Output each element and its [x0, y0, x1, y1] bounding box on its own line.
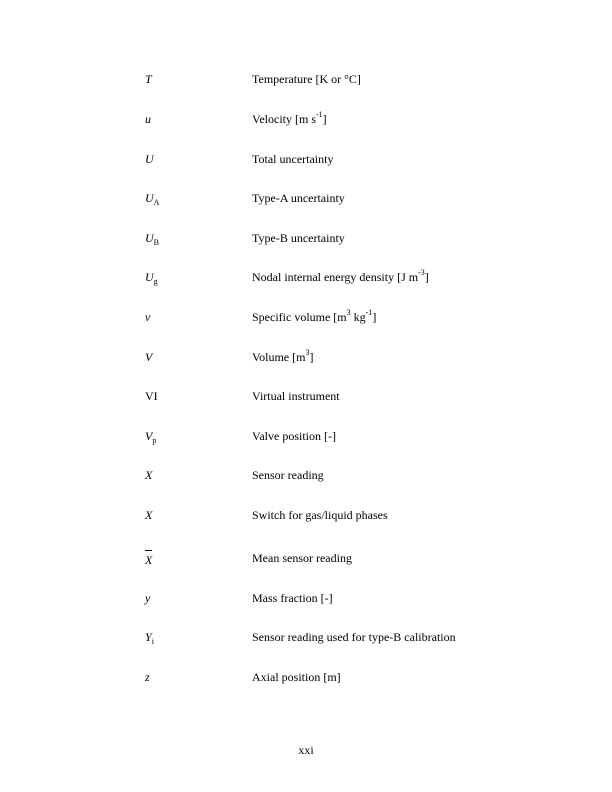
description: Velocity [m $s^{-1}$]	[252, 110, 327, 126]
description: Axial position [m]	[252, 670, 341, 684]
symbol: V	[145, 350, 153, 364]
description: Specific volume [$m^3$ $kg^{-1}$]	[252, 308, 377, 324]
nomenclature-row	[0, 111, 612, 131]
nomenclature-row	[0, 669, 612, 689]
nomenclature-row	[0, 467, 612, 487]
nomenclature-row	[0, 230, 612, 250]
description: Valve position [-]	[252, 429, 336, 443]
description: Temperature [K or °C]	[252, 72, 361, 86]
nomenclature-row	[0, 428, 612, 448]
symbol: X	[145, 508, 153, 522]
symbol: X	[145, 550, 152, 568]
nomenclature-row	[0, 590, 612, 610]
nomenclature-row	[0, 151, 612, 171]
symbol: $U_g$	[145, 270, 158, 286]
description: Volume $[m^3]$	[252, 348, 314, 364]
symbol: $Y_i$	[145, 630, 154, 646]
symbol: u	[145, 112, 151, 126]
symbol: X	[145, 468, 153, 482]
nomenclature-row	[0, 269, 612, 289]
nomenclature-row	[0, 349, 612, 369]
symbol: $U_A$	[145, 191, 160, 207]
nomenclature-row	[0, 507, 612, 527]
nomenclature-row	[0, 190, 612, 210]
overbar	[145, 550, 152, 551]
description: Sensor reading	[252, 468, 324, 482]
symbol: y	[145, 591, 151, 605]
symbol: $U_B$	[145, 231, 160, 247]
description: Type-B uncertainty	[252, 231, 345, 245]
nomenclature-row	[0, 388, 612, 408]
symbol: VI	[145, 389, 158, 403]
nomenclature-row	[0, 629, 612, 649]
symbol: U	[145, 152, 154, 166]
symbol: z	[145, 670, 150, 684]
symbol: $V_p$	[145, 429, 157, 445]
description: Nodal internal energy density [J $m^{-3}$]	[252, 268, 429, 284]
description: Type-A uncertainty	[252, 191, 345, 205]
page-number: xxi	[298, 743, 314, 757]
description: Switch for gas/liquid phases	[252, 508, 388, 522]
description: Virtual instrument	[252, 389, 340, 403]
nomenclature-row	[0, 71, 612, 91]
symbol: v	[145, 310, 151, 324]
description: Mean sensor reading	[252, 551, 352, 565]
description: Sensor reading used for type-B calibration	[252, 630, 456, 644]
symbol: T	[145, 72, 152, 86]
description: Total uncertainty	[252, 152, 334, 166]
nomenclature-row	[0, 550, 612, 570]
nomenclature-row	[0, 309, 612, 329]
description: Mass fraction [-]	[252, 591, 333, 605]
